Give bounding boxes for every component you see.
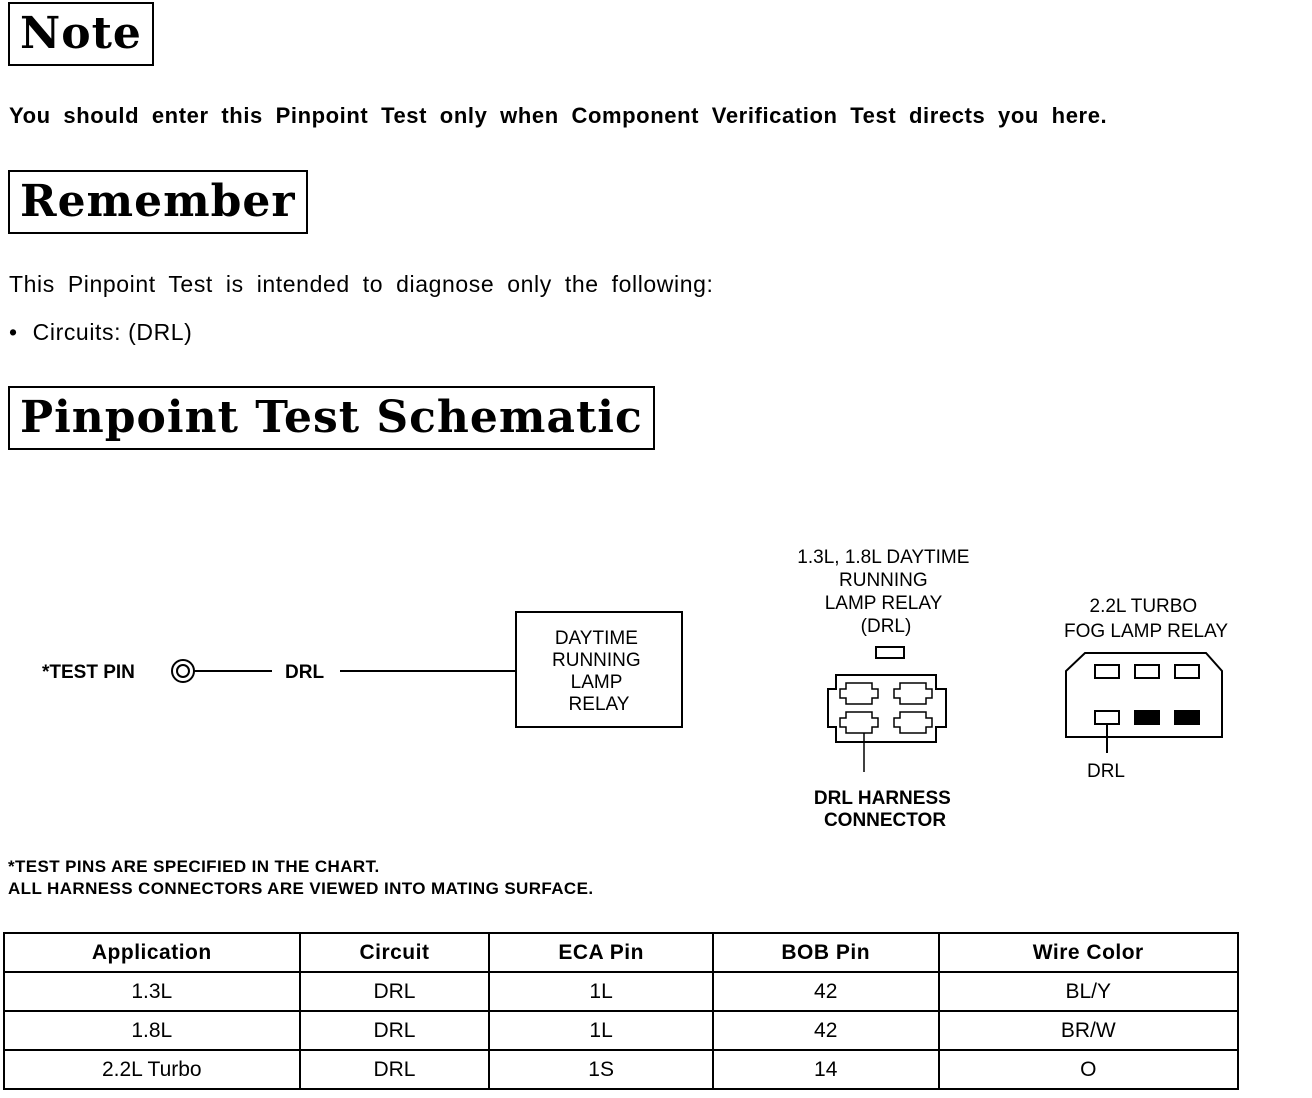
table-row [4, 972, 1238, 1011]
column-header: BOB Pin [713, 933, 939, 972]
pin-spec-table [3, 932, 1239, 1090]
table-row [4, 1050, 1238, 1089]
table-cell: BL/Y [939, 972, 1239, 1011]
drl-harness-connector-icon [828, 647, 946, 772]
table-cell: DRL [300, 1050, 490, 1089]
relay-13-18-title: 1.3L, 1.8L DAYTIME RUNNING LAMP RELAY (DRL) [797, 547, 970, 637]
column-header: Application [4, 933, 300, 972]
note-heading: Note [8, 2, 154, 66]
schematic-diagram [0, 470, 1312, 850]
table-cell: 14 [713, 1050, 939, 1089]
bullet: • [9, 319, 18, 345]
remember-item-text: Circuits: (DRL) [32, 319, 193, 345]
relay-box-label: DAYTIME RUNNING LAMP RELAY [552, 628, 641, 715]
table-cell: O [939, 1050, 1239, 1089]
table-cell: BR/W [939, 1011, 1239, 1050]
turbo-relay-title: 2.2L TURBO FOG LAMP RELAY [1063, 596, 1229, 642]
fog-lamp-relay-connector-icon [1066, 653, 1222, 753]
column-header: Circuit [300, 933, 490, 972]
note-text: You should enter this Pinpoint Test only when Component Verification Test directs you here. [9, 103, 1108, 128]
table-cell: 1.3L [4, 972, 300, 1011]
column-header: Wire Color [939, 933, 1239, 972]
table-row [4, 1011, 1238, 1050]
table-cell: 1S [489, 1050, 713, 1089]
test-pin-label: *TEST PIN [42, 662, 135, 683]
table-cell: 1.8L [4, 1011, 300, 1050]
table-cell: DRL [300, 972, 490, 1011]
table-cell: DRL [300, 1011, 490, 1050]
table-cell: 2.2L Turbo [4, 1050, 300, 1089]
table-header-row [4, 933, 1238, 972]
table-cell: 42 [713, 972, 939, 1011]
drl-harness-label: DRL HARNESS CONNECTOR [813, 788, 951, 831]
footnote-connectors: ALL HARNESS CONNECTORS ARE VIEWED INTO MATING SURFACE. [8, 879, 594, 898]
table-cell: 1L [489, 972, 713, 1011]
schematic-heading: Pinpoint Test Schematic [8, 386, 655, 450]
wire-label: DRL [285, 662, 325, 683]
test-pin-icon [172, 660, 194, 682]
column-header: ECA Pin [489, 933, 713, 972]
remember-list-item [9, 319, 192, 346]
remember-intro: This Pinpoint Test is intended to diagnose only the following: [9, 271, 714, 297]
table-cell: 1L [489, 1011, 713, 1050]
footnote-test-pins: *TEST PINS ARE SPECIFIED IN THE CHART. [8, 857, 380, 876]
remember-heading: Remember [8, 170, 308, 234]
turbo-pin-label: DRL [1086, 761, 1126, 782]
table-cell: 42 [713, 1011, 939, 1050]
